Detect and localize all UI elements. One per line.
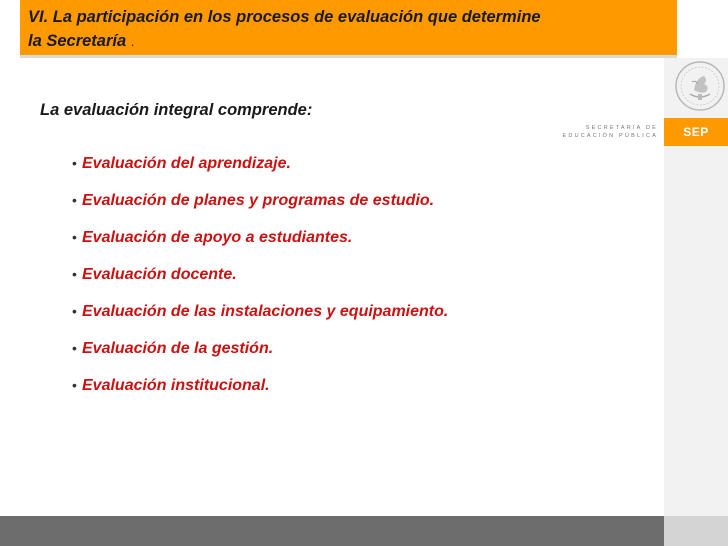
mexican-coat-of-arms-icon	[674, 60, 726, 112]
agency-name-line-1: SECRETARÍA DE	[585, 125, 658, 131]
bullet-icon: •	[72, 303, 77, 319]
bullet-icon: •	[72, 155, 77, 171]
list-item: • Evaluación del aprendizaje.	[72, 155, 291, 172]
slide-title-line-1: VI. La participación en los procesos de evaluación que determine	[28, 8, 541, 26]
slide-title	[20, 0, 677, 55]
bullet-icon: •	[72, 229, 77, 245]
bullet-icon: •	[72, 266, 77, 282]
list-item: • Evaluación de planes y programas de estudio.	[72, 192, 435, 209]
list-item: • Evaluación institucional.	[72, 377, 270, 394]
footer-bar	[0, 516, 664, 546]
bullet-icon: •	[72, 377, 77, 393]
list-item: • Evaluación de apoyo a estudiantes.	[72, 229, 353, 246]
section-subtitle: La evaluación integral comprende:	[40, 101, 313, 119]
list-item: • Evaluación de la gestión.	[72, 340, 274, 357]
agency-name	[563, 124, 658, 140]
evaluation-list	[72, 154, 448, 413]
title-shadow	[20, 55, 677, 58]
footer-bar-corner	[664, 516, 728, 546]
bullet-icon: •	[72, 192, 77, 208]
agency-name-line-2: EDUCACIÓN PÚBLICA	[562, 133, 658, 139]
slide-title-line-2: la Secretaría .	[28, 32, 135, 50]
list-item: • Evaluación docente.	[72, 266, 237, 283]
sep-logo: SEP	[664, 118, 728, 146]
bullet-icon: •	[72, 340, 77, 356]
list-item: • Evaluación de las instalaciones y equipamiento.	[72, 303, 449, 320]
